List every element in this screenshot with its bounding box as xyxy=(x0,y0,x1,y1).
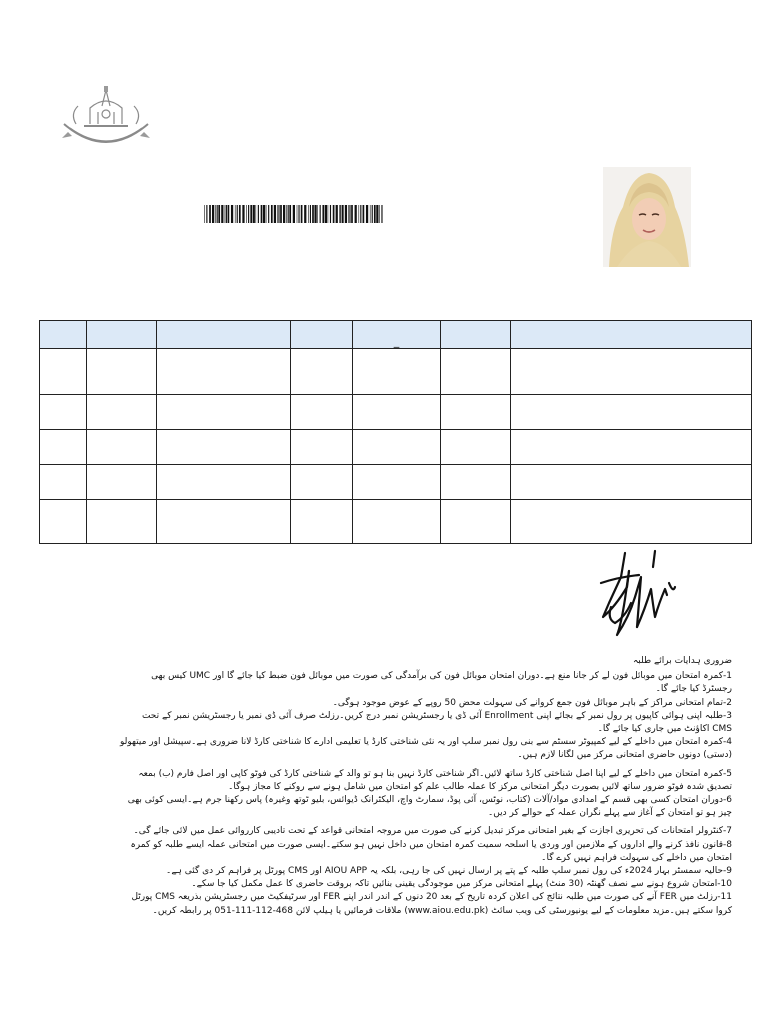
table-cell xyxy=(87,430,157,465)
instruction-item: 7-کنٹرولر امتحانات کی تحریری اجازت کے بغیر امتحانی مرکز تبدیل کرنے کی صورت میں مروجہ امتحانی قواعد کے تحت تادیبی کارروائی عمل میں لائی جائے گی۔ xyxy=(133,826,732,837)
table-cell xyxy=(441,430,511,465)
instructions-section xyxy=(120,655,732,918)
table-cell xyxy=(40,500,87,544)
table-cell xyxy=(87,465,157,500)
table-cell xyxy=(511,430,752,465)
table-header-cell xyxy=(291,321,353,349)
instruction-item: 6-دوران امتحان کسی بھی قسم کے امدادی مواد/آلات (کتاب، نوٹس، آئی پوڈ، سمارٹ واچ، الیکٹرانک ڈیوائس، بلیو ٹوتھ وغیرہ) پاس رکھنا جرم ہے۔ایسی کوئی بھی چیز ہو تو امتحان کے آغاز سے پہلے نگران عملہ کے حوالے کر دیں۔ xyxy=(127,795,732,819)
table-header-cell xyxy=(157,321,291,349)
student-photo xyxy=(603,167,691,267)
instructions-heading: ضروری ہدایات برائے طلبہ xyxy=(632,656,732,666)
details-table xyxy=(39,320,752,544)
table-cell xyxy=(157,500,291,544)
table-cell xyxy=(511,465,752,500)
table-cell xyxy=(291,430,353,465)
table-cell xyxy=(87,349,157,395)
table-cell xyxy=(511,349,752,395)
table-header-cell xyxy=(87,321,157,349)
table-cell xyxy=(291,395,353,430)
table-cell xyxy=(157,465,291,500)
table-cell xyxy=(353,500,441,544)
table-cell xyxy=(157,395,291,430)
instruction-item: 2-تمام امتحانی مراکز کے باہر موبائل فون جمع کروانے کی سہولت محض 50 روپے کے عوض موجود ہوگی۔ xyxy=(332,697,732,708)
table-header-cell xyxy=(441,321,511,349)
table-cell xyxy=(441,395,511,430)
table-cell xyxy=(291,465,353,500)
table-cell xyxy=(511,395,752,430)
barcode xyxy=(204,205,384,223)
table-cell xyxy=(353,395,441,430)
table-cell xyxy=(40,430,87,465)
table-cell xyxy=(441,349,511,395)
table-row xyxy=(40,465,752,500)
table-row xyxy=(40,430,752,465)
instruction-item: 10-امتحان شروع ہونے سے نصف گھنٹہ (30 منٹ) پہلے امتحانی مرکز میں موجودگی یقینی بنائیں تاکہ بروقت حاضری کا عمل مکمل کیا جا سکے۔ xyxy=(191,879,732,890)
table-cell xyxy=(353,465,441,500)
table-header-cell xyxy=(511,321,752,349)
table-cell xyxy=(291,500,353,544)
table-cell xyxy=(291,349,353,395)
table-cell xyxy=(353,430,441,465)
table-cell xyxy=(40,465,87,500)
table-cell xyxy=(87,395,157,430)
instruction-item: 4-کمرہ امتحان میں داخلے کے لیے کمپیوٹر سسٹم سے بنی رول نمبر سلپ اور یہ نئی شناختی کارڈ یا تعلیمی ادارے کا شناختی کارڈ لانا ضروری ہے۔سپیشل اور میتھولو (دستی) دونوں حاضری امتحانی مرکز میں لگانا لازم ہیں۔ xyxy=(119,737,732,761)
table-header-cell xyxy=(40,321,87,349)
instruction-item: 3-طلبہ اپنی ہوائی کاپیوں پر رول نمبر کے بجائے اپنی Enrollment آئی ڈی یا رجسٹریشن نمبر درج کریں۔رزلٹ صرف آئی ڈی نمبر یا رجسٹریشن نمبر کے تحت CMS اکاؤنٹ میں جاری کیا جائے گا۔ xyxy=(141,710,732,735)
table-cell xyxy=(87,500,157,544)
table-cell xyxy=(40,349,87,395)
table-row xyxy=(40,500,752,544)
instruction-item: 8-قانون نافذ کرنے والے اداروں کے ملازمین اور وردی یا اسلحہ سمیت کمرہ امتحان میں داخل نہیں ہو سکتے۔ایسی صورت میں امتحانی عملہ ایسے طلبہ کو کمرہ امتحان میں داخلے کی سہولت فراہم نہیں کرے گا۔ xyxy=(130,839,732,863)
table-header-cell: _ xyxy=(353,321,441,349)
instruction-item: 5-کمرہ امتحان میں داخلے کے لیے اپنا اصل شناختی کارڈ ساتھ لائیں۔اگر شناختی کارڈ نہیں بنا ہو تو والد کے شناختی کارڈ کی فوٹو کاپی اور اصل فارم (ب) بمعہ تصدیق شدہ فوٹو ضرور ساتھ لائیں بصورت دیگر امتحانی مرکز کا عملہ طالب علم کو امتحان میں شامل ہونے سے روکنے کا مجاز ہوگا۔ xyxy=(138,768,732,792)
table-cell xyxy=(157,349,291,395)
table-cell xyxy=(441,500,511,544)
table-cell xyxy=(441,465,511,500)
table-header-row xyxy=(40,321,752,349)
instruction-item: 1-کمرہ امتحان میں موبائل فون لے کر جانا منع ہے۔دوران امتحان موبائل فون کی برآمدگی کی صورت میں موبائل فون ضبط کیا جائے گا اور UMC کیس بھی رجسٹرڈ کیا جائے گا۔ xyxy=(151,671,732,695)
table-cell xyxy=(353,349,441,395)
table-row xyxy=(40,349,752,395)
table-cell xyxy=(511,500,752,544)
instruction-item: 11-رزلٹ میں FER آنے کی صورت میں طلبہ نتائج کی اعلان کردہ تاریخ کے بعد 20 دنوں کے اندر اندر اپنے FER اور سرٹیفکیٹ میں رجسٹریشن بذریعہ CMS پورٹل کروا سکتے ہیں۔مزید معلومات کے لیے یونیورسٹی کی ویب سائٹ (www.aiou.edu.pk) ملاقات فرمائیں یا ہیلپ لائن 468-112-111-051 پر رابطہ کریں۔ xyxy=(131,892,732,916)
table-row xyxy=(40,395,752,430)
instruction-item: 9-حالیہ سمسٹر بہار 2024ء کی رول نمبر سلپ طلبہ کے پتے پر ارسال نہیں کی جا رہی، بلکہ یہ AIOU APP اور CMS پورٹل پر فراہم کر دی گئی ہے۔ xyxy=(166,866,732,877)
table-cell xyxy=(157,430,291,465)
signature xyxy=(595,547,680,639)
university-logo xyxy=(60,84,152,154)
table-cell xyxy=(40,395,87,430)
